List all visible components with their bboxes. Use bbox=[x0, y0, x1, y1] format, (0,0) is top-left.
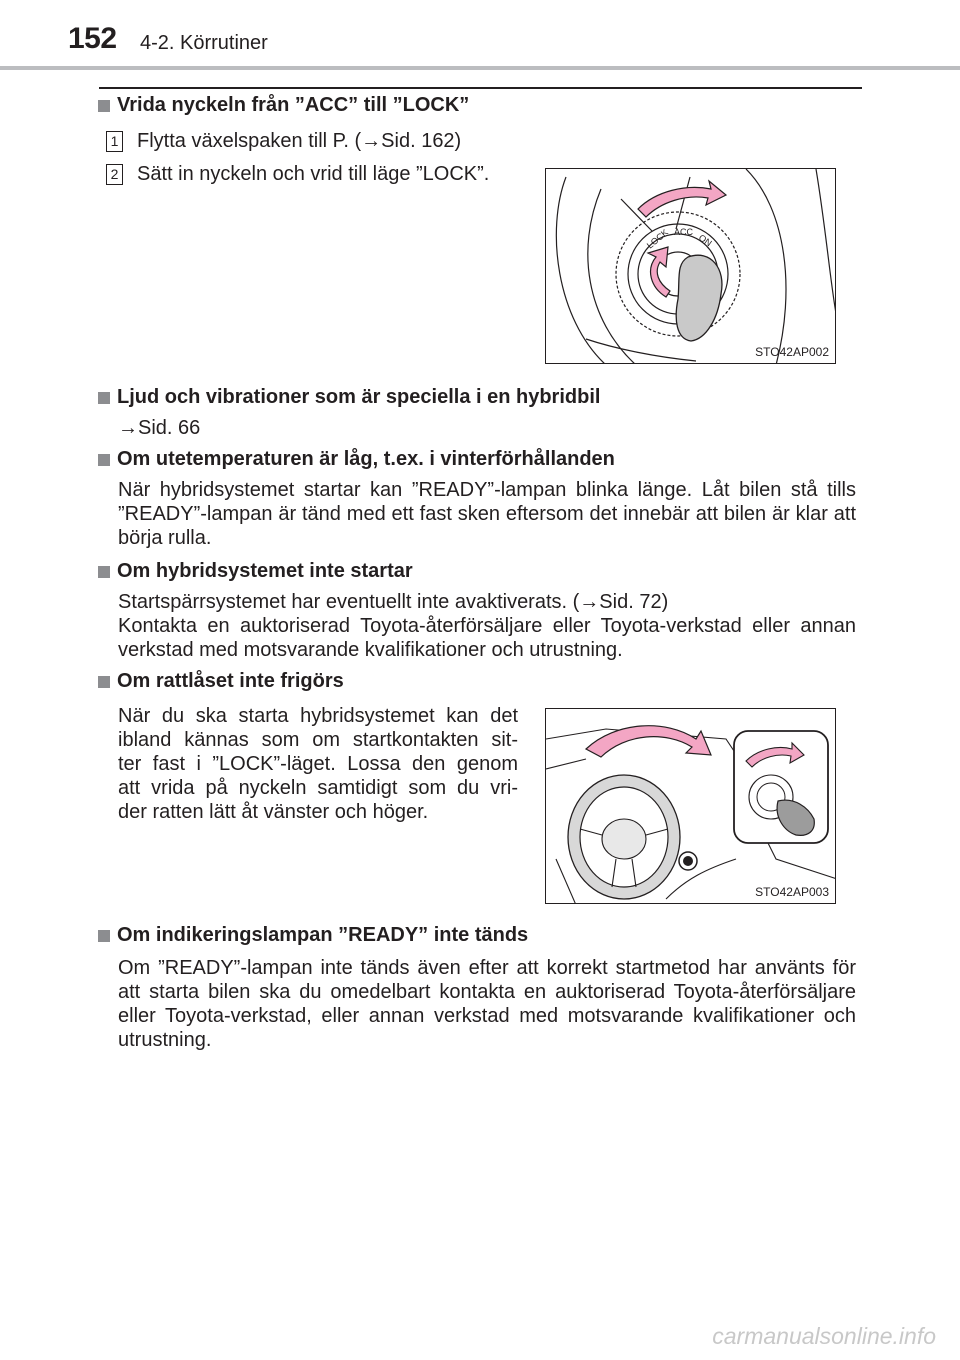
bullet-square-icon bbox=[98, 454, 110, 466]
bullet-square-icon bbox=[98, 930, 110, 942]
heading-no-start: Om hybridsystemet inte startar bbox=[98, 560, 413, 583]
page-number: 152 bbox=[68, 22, 117, 55]
ignition-key-illustration bbox=[546, 169, 836, 364]
step-number-2: 2 bbox=[106, 164, 123, 185]
heading-cold: Om utetemperaturen är låg, t.ex. i vinterförhållanden bbox=[98, 448, 615, 471]
steering-lock-text: När du ska starta hybridsystemet kan det ibland kännas som om startkontakten sit- ter fast i ”LOCK”-läget. Lossa den genom att vrida på nyckeln samtidigt som du vri- der ratten lätt åt vänster och höger. bbox=[118, 705, 518, 823]
heading-steering-lock: Om rattlåset inte frigörs bbox=[98, 670, 344, 693]
key-icon bbox=[676, 255, 722, 341]
figure-ignition-key bbox=[545, 168, 836, 364]
no-start-text-2: Kontakta en auktoriserad Toyota-återförsäljare eller Toyota-verkstad eller annan verkstad med motsvarande kvalifikationer och utrustning. bbox=[118, 615, 856, 661]
acc-label: ACC bbox=[674, 227, 694, 237]
heading-ready: Om indikeringslampan ”READY” inte tänds bbox=[98, 924, 528, 947]
figure-code: STO42AP003 bbox=[755, 885, 829, 899]
lock-label: LOCK bbox=[644, 227, 671, 251]
bullet-square-icon bbox=[98, 676, 110, 688]
bullet-square-icon bbox=[98, 100, 110, 112]
step-2: 2 Sätt in nyckeln och vrid till läge ”LOCK”. bbox=[106, 163, 489, 186]
turn-arrow-icon bbox=[648, 247, 670, 297]
heading-sound: Ljud och vibrationer som är speciella i en hybridbil bbox=[98, 386, 600, 409]
steering-wheel-illustration bbox=[546, 709, 836, 904]
watermark: carmanualsonline.info bbox=[712, 1323, 936, 1349]
sound-reference: →Sid. 66 bbox=[118, 417, 201, 439]
step-1: 1 Flytta växelspaken till P. (→Sid. 162) bbox=[106, 130, 461, 153]
figure-code: STO42AP002 bbox=[755, 345, 829, 359]
bullet-square-icon bbox=[98, 392, 110, 404]
no-start-text-1: Startspärrsystemet har eventuellt inte avaktiverats. (→Sid. 72) bbox=[118, 591, 669, 613]
header-rule bbox=[0, 66, 960, 70]
heading-acc-lock: Vrida nyckeln från ”ACC” till ”LOCK” bbox=[98, 94, 469, 117]
top-divider bbox=[99, 87, 862, 89]
bullet-square-icon bbox=[98, 566, 110, 578]
on-label: ON bbox=[696, 232, 714, 249]
steering-arrow-icon bbox=[586, 726, 711, 757]
section-title: 4-2. Körrutiner bbox=[140, 32, 268, 54]
figure-steering-wheel bbox=[545, 708, 836, 904]
ready-text: Om ”READY”-lampan inte tänds även efter att korrekt startmetod har använts för att starta bilen ska du omedelbart kontakta en auktoriserad Toyota-återförsäljare eller Toyota-verkstad, eller annan verkstad med motsvarande kvalifikationer och utrustning. bbox=[118, 957, 856, 1051]
cold-text: När hybridsystemet startar kan ”READY”-lampan blinka länge. Låt bilen stå tills ”READY”-lampan är tänd med ett fast sken eftersom det innebär att bilen är klar att börja rulla. bbox=[118, 479, 856, 549]
step-number-1: 1 bbox=[106, 131, 123, 152]
